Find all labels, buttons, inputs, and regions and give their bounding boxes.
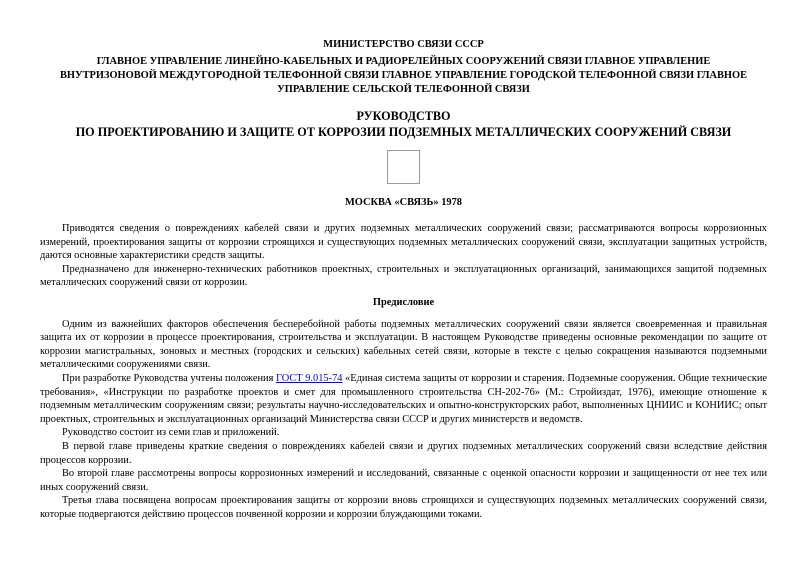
departments-list: ГЛАВНОЕ УПРАВЛЕНИЕ ЛИНЕЙНО-КАБЕЛЬНЫХ И РАДИОРЕЛЕЙНЫХ СООРУЖЕНИЙ СВЯЗИ ГЛАВНОЕ УПРАВЛЕНИЕ ВНУТРИЗОНОВОЙ МЕЖДУГОРОДНОЙ ТЕЛЕФОННОЙ СВЯЗИ ГЛАВНОЕ УПРАВЛЕНИЕ ГОРОДСКОЙ ТЕЛЕФОННОЙ СВЯЗИ ГЛАВНОЕ УПРАВЛЕНИЕ СЕЛЬСКОЙ ТЕЛЕФОННОЙ СВЯЗИ <box>59 56 748 96</box>
preface-section <box>40 296 767 522</box>
publisher-line: МОСКВА «СВЯЗЬ» 1978 <box>345 197 462 208</box>
ministry-name: МИНИСТЕРСТВО СВЯЗИ СССР <box>323 39 484 50</box>
preface-paragraph: Руководство состоит из семи глав и приложений. <box>62 427 280 439</box>
preface-paragraph: Во второй главе рассмотрены вопросы коррозионных измерений и исследований, связанные с оценкой опасности коррозии и защищенности от нее тех или иных сооружений связи. <box>40 468 767 493</box>
image-placeholder <box>387 150 420 184</box>
preface-paragraph <box>40 372 767 426</box>
preface-text: «Единая система защиты от коррозии и старения. Подземные сооружения. Общие технические требования», «Инструкции по разработке проектов и смет для промышленного строительства СН-202-76» (М.: Стройиздат, 1976), имеющие отношение к подземным металлическим сооружениям связи; результаты научно-исследовательских и опытно-конструкторских работ, выполненных ЦНИИС и КОНИИС; опыт проектных, строительных и эксплуатационных организаций Министерства связи СССР и других министерств и ведомств. <box>40 372 767 425</box>
abstract-section <box>40 222 767 290</box>
preface-paragraph: Одним из важнейших факторов обеспечения бесперебойной работы подземных металлических сооружений связи является своевременная и правильная защита их от коррозии в процессе проектирования, строительства и эксплуатации. В настоящем Руководстве приведены основные рекомендации по защите от коррозии магистральных, зоновых и местных (городских и сельских) кабельных сетей связи, которые в тексте с целью сокращения называются подземными металлическими сооружениями связи. <box>40 318 767 371</box>
preface-paragraph: В первой главе приведены краткие сведения о повреждениях кабелей связи и других подземных металлических сооружений связи вследствие действия процессов коррозии. <box>40 440 767 466</box>
document-subtitle: ПО ПРОЕКТИРОВАНИЮ И ЗАЩИТЕ ОТ КОРРОЗИИ ПОДЗЕМНЫХ МЕТАЛЛИЧЕСКИХ СООРУЖЕНИЙ СВЯЗИ <box>75 125 732 139</box>
abstract-paragraph: Предназначено для инженерно-технических работников проектных, строительных и эксплуатационных организаций, занимающихся защитой подземных металлических сооружений связи от коррозии. <box>40 263 767 289</box>
preface-heading: Предисловие <box>372 297 435 308</box>
preface-paragraph: Третья глава посвящена вопросам проектирования защиты от коррозии вновь строящихся и существующих подземных металлических сооружений связи, которые подвергаются действию процессов почвенной коррозии и коррозии блуждающими токами. <box>40 495 767 520</box>
gost-link[interactable]: ГОСТ 9.015-74 <box>275 372 343 384</box>
preface-text: При разработке Руководства учтены положения <box>62 372 276 384</box>
document-title: РУКОВОДСТВО <box>356 109 451 123</box>
abstract-paragraph: Приводятся сведения о повреждениях кабелей связи и других подземных металлических сооружений связи; рассматриваются вопросы коррозионных измерений, проектирования защиты от коррозии строящихся и существующих подземных металлических сооружений связи, эксплуатации защитных устройств, даются основные характеристики средств защиты. <box>40 223 767 262</box>
